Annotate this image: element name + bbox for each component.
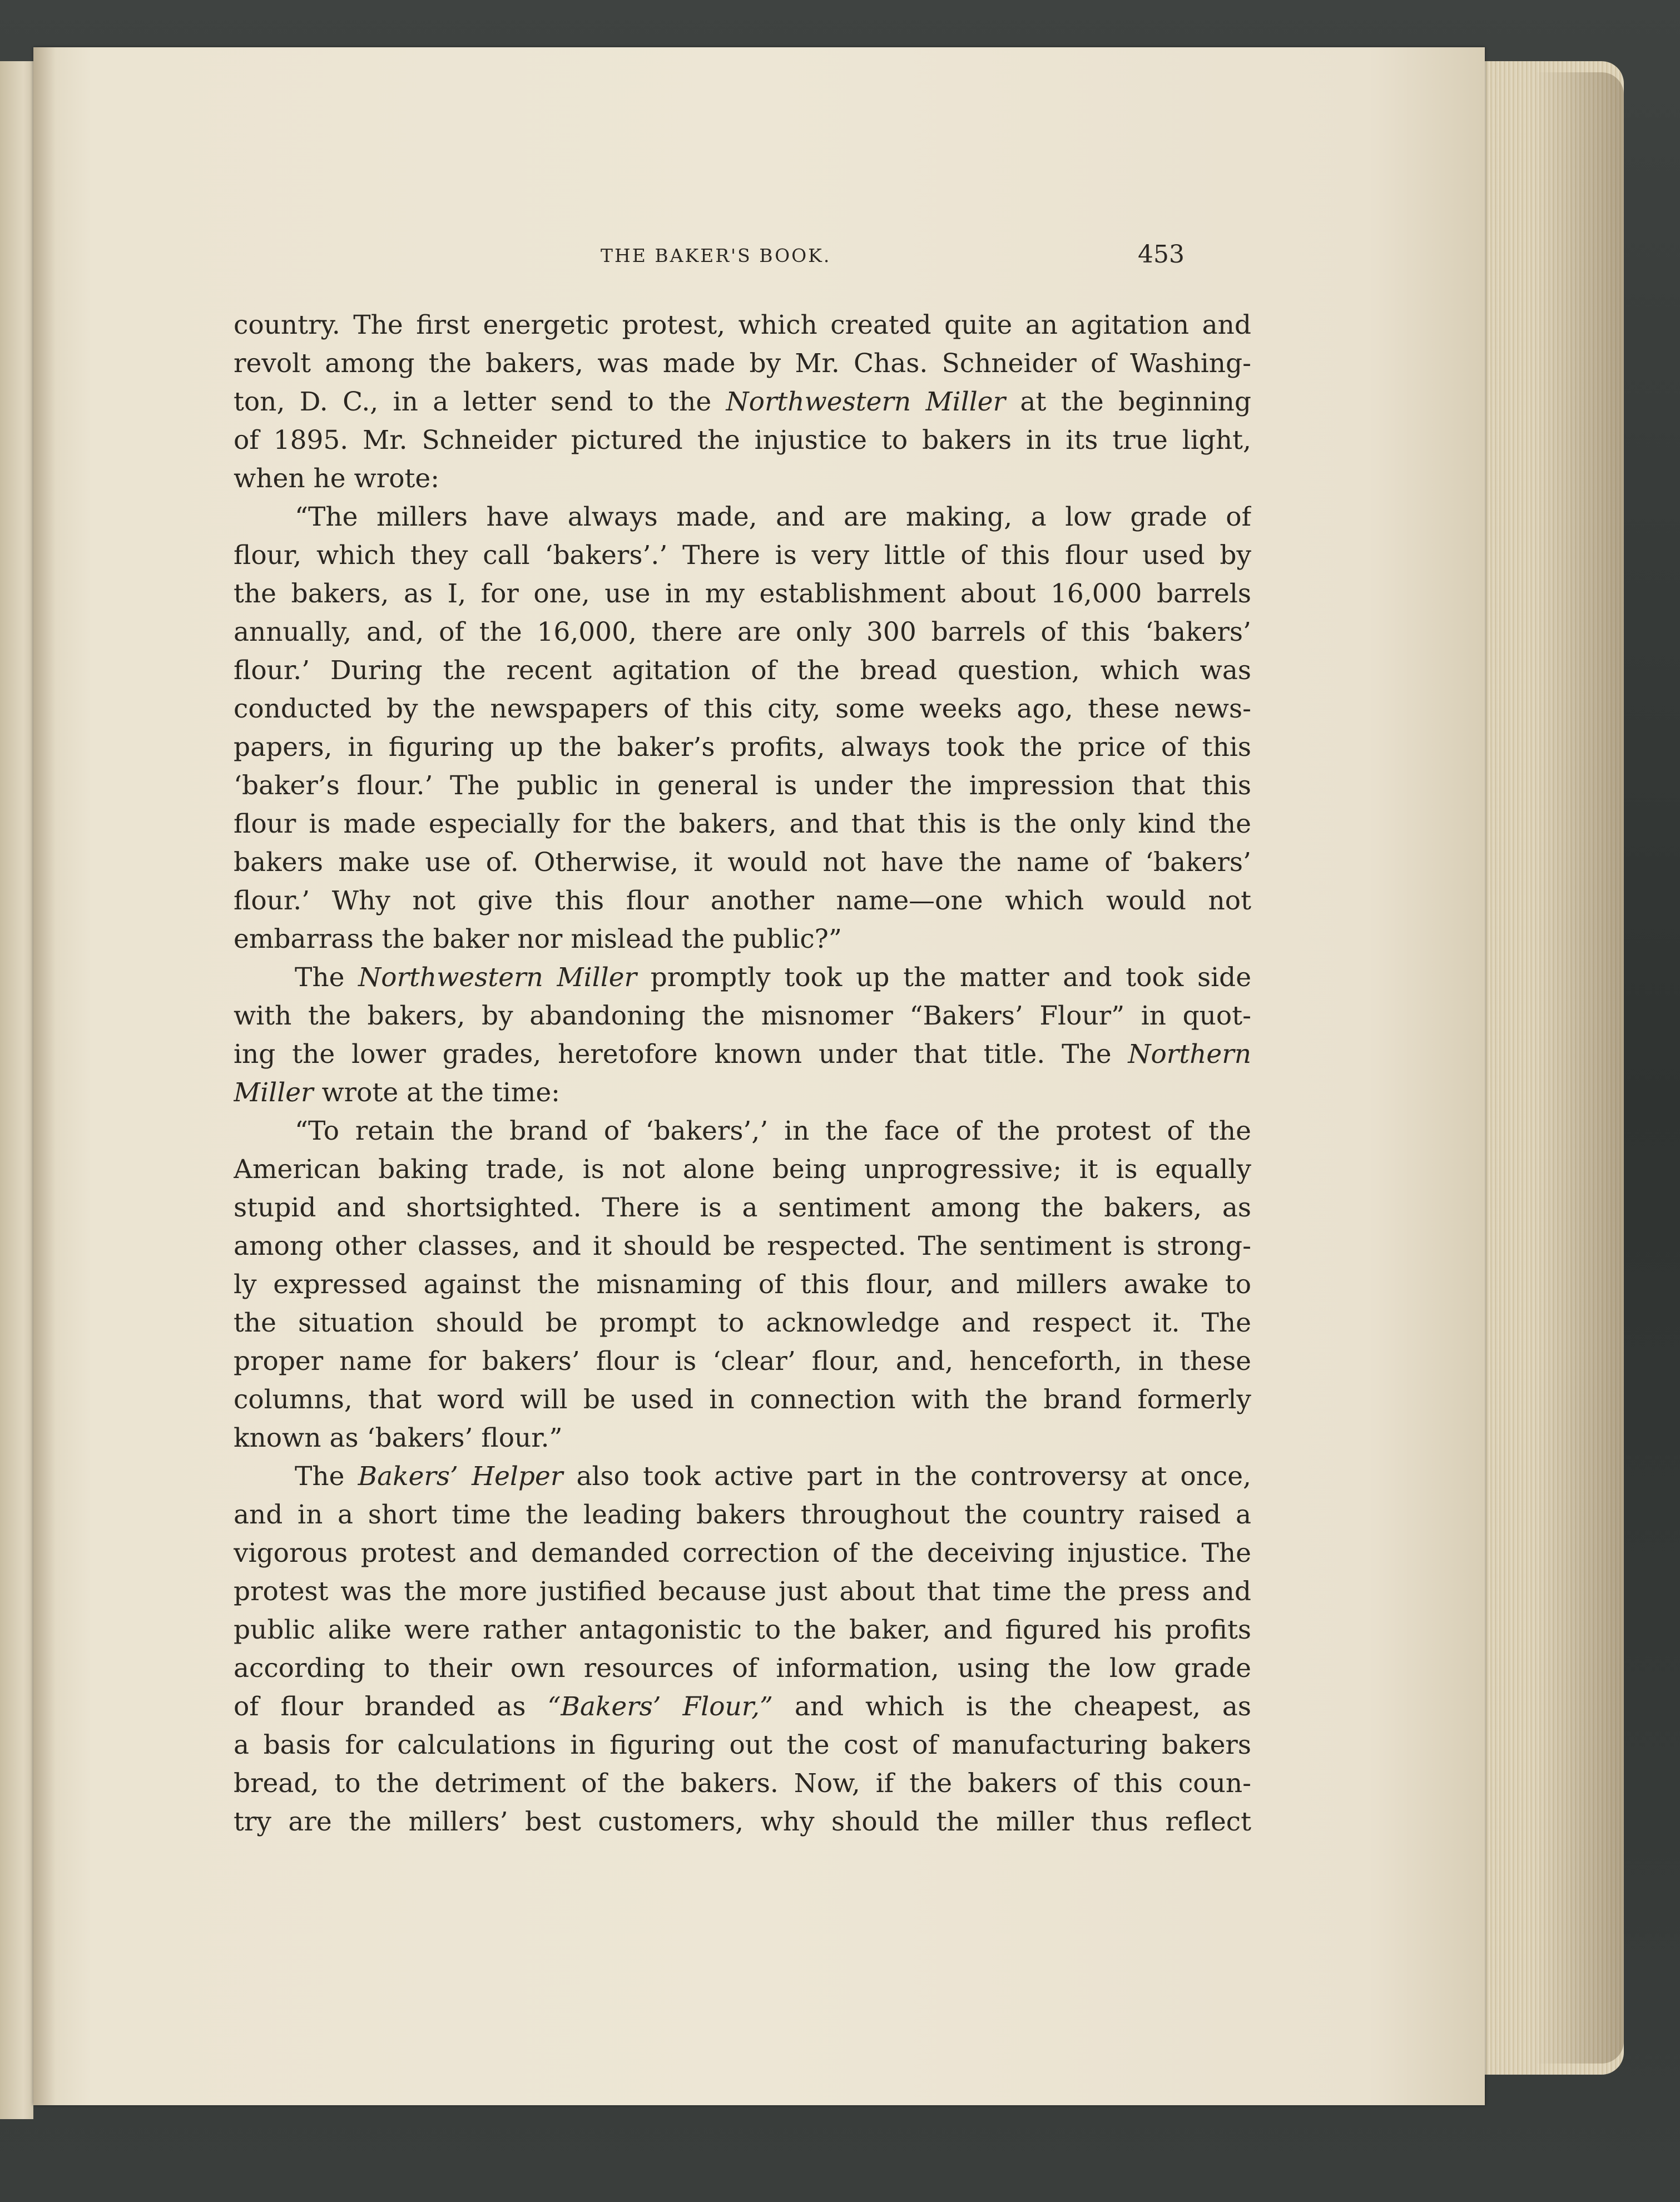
text-line: the situation should be prompt to acknowledge and respect it. The — [234, 1308, 1251, 1338]
text-line: according to their own resources of information, using the low grade — [234, 1653, 1251, 1684]
text-line: public alike were rather antagonistic to the baker, and figured his profits — [234, 1615, 1251, 1645]
text-line: The Northwestern Miller promptly took up the matter and took side — [295, 962, 1251, 993]
text-line: proper name for bakers’ flour is ‘clear’ flour, and, henceforth, in these — [234, 1346, 1251, 1377]
text-line: bakers make use of. Otherwise, it would not have the name of ‘bakers’ — [234, 847, 1251, 878]
text-line: flour.’ During the recent agitation of the bread question, which was — [234, 655, 1251, 686]
gutter-shadow — [33, 47, 56, 2105]
text-line: revolt among the bakers, was made by Mr. Chas. Schneider of Washing- — [234, 348, 1251, 379]
body-text — [234, 306, 1251, 1841]
text-line: annually, and, of the 16,000, there are only 300 barrels of this ‘bakers’ — [234, 617, 1251, 647]
text-line: stupid and shortsighted. There is a sentiment among the bakers, as — [234, 1192, 1251, 1223]
left-page-edge — [0, 61, 33, 2119]
text-line: ing the lower grades, heretofore known under that title. The Northern — [234, 1039, 1251, 1070]
text-line: country. The first energetic protest, which created quite an agitation and — [234, 310, 1251, 340]
text-line: columns, that word will be used in connection with the brand formerly — [234, 1384, 1251, 1415]
text-line: and in a short time the leading bakers throughout the country raised a — [234, 1500, 1251, 1530]
text-line: papers, in figuring up the baker’s profits, always took the price of this — [234, 732, 1251, 763]
text-line: flour, which they call ‘bakers’.’ There is very little of this flour used by — [234, 540, 1251, 571]
text-line: flour.’ Why not give this flour another name—one which would not — [234, 885, 1251, 916]
text-line: ly expressed against the misnaming of this flour, and millers awake to — [234, 1269, 1251, 1300]
text-line: when he wrote: — [234, 463, 440, 494]
text-line: The Bakers’ Helper also took active part in the controversy at once, — [295, 1461, 1251, 1492]
text-line: embarrass the baker nor mislead the public?” — [234, 924, 842, 954]
text-line: ‘baker’s flour.’ The public in general is under the impression that this — [234, 770, 1251, 801]
text-line: Miller wrote at the time: — [234, 1077, 560, 1108]
running-title: THE BAKER'S BOOK. — [601, 245, 831, 266]
text-line: flour is made especially for the bakers, and that this is the only kind the — [234, 809, 1251, 839]
text-line: a basis for calculations in figuring out the cost of manufacturing bakers — [234, 1730, 1251, 1760]
running-head — [556, 240, 1185, 274]
text-line: “The millers have always made, and are making, a low grade of — [295, 502, 1251, 532]
text-line: try are the millers’ best customers, why should the miller thus reflect — [234, 1807, 1251, 1837]
text-line: American baking trade, is not alone being unprogressive; it is equally — [234, 1154, 1251, 1185]
text-line: protest was the more justified because just about that time the press and — [234, 1576, 1251, 1607]
text-line: known as ‘bakers’ flour.” — [234, 1423, 563, 1453]
text-line: ton, D. C., in a letter send to the Northwestern Miller at the beginning — [234, 387, 1251, 417]
text-line: of 1895. Mr. Schneider pictured the injustice to bakers in its true light, — [234, 425, 1251, 456]
text-line: among other classes, and it should be respected. The sentiment is strong- — [234, 1231, 1251, 1261]
page-number: 453 — [1138, 240, 1185, 269]
text-line: bread, to the detriment of the bakers. Now, if the bakers of this coun- — [234, 1768, 1251, 1799]
page-edges-shadow — [1535, 72, 1624, 2064]
text-line: conducted by the newspapers of this city, some weeks ago, these news- — [234, 694, 1251, 724]
text-line: of flour branded as “Bakers’ Flour,” and which is the cheapest, as — [234, 1691, 1251, 1722]
text-line: with the bakers, by abandoning the misnomer “Bakers’ Flour” in quot- — [234, 1001, 1251, 1031]
text-line: “To retain the brand of ‘bakers’,’ in the face of the protest of the — [295, 1116, 1251, 1146]
text-line: vigorous protest and demanded correction of the deceiving injustice. The — [234, 1538, 1251, 1568]
text-line: the bakers, as I, for one, use in my establishment about 16,000 barrels — [234, 578, 1251, 609]
